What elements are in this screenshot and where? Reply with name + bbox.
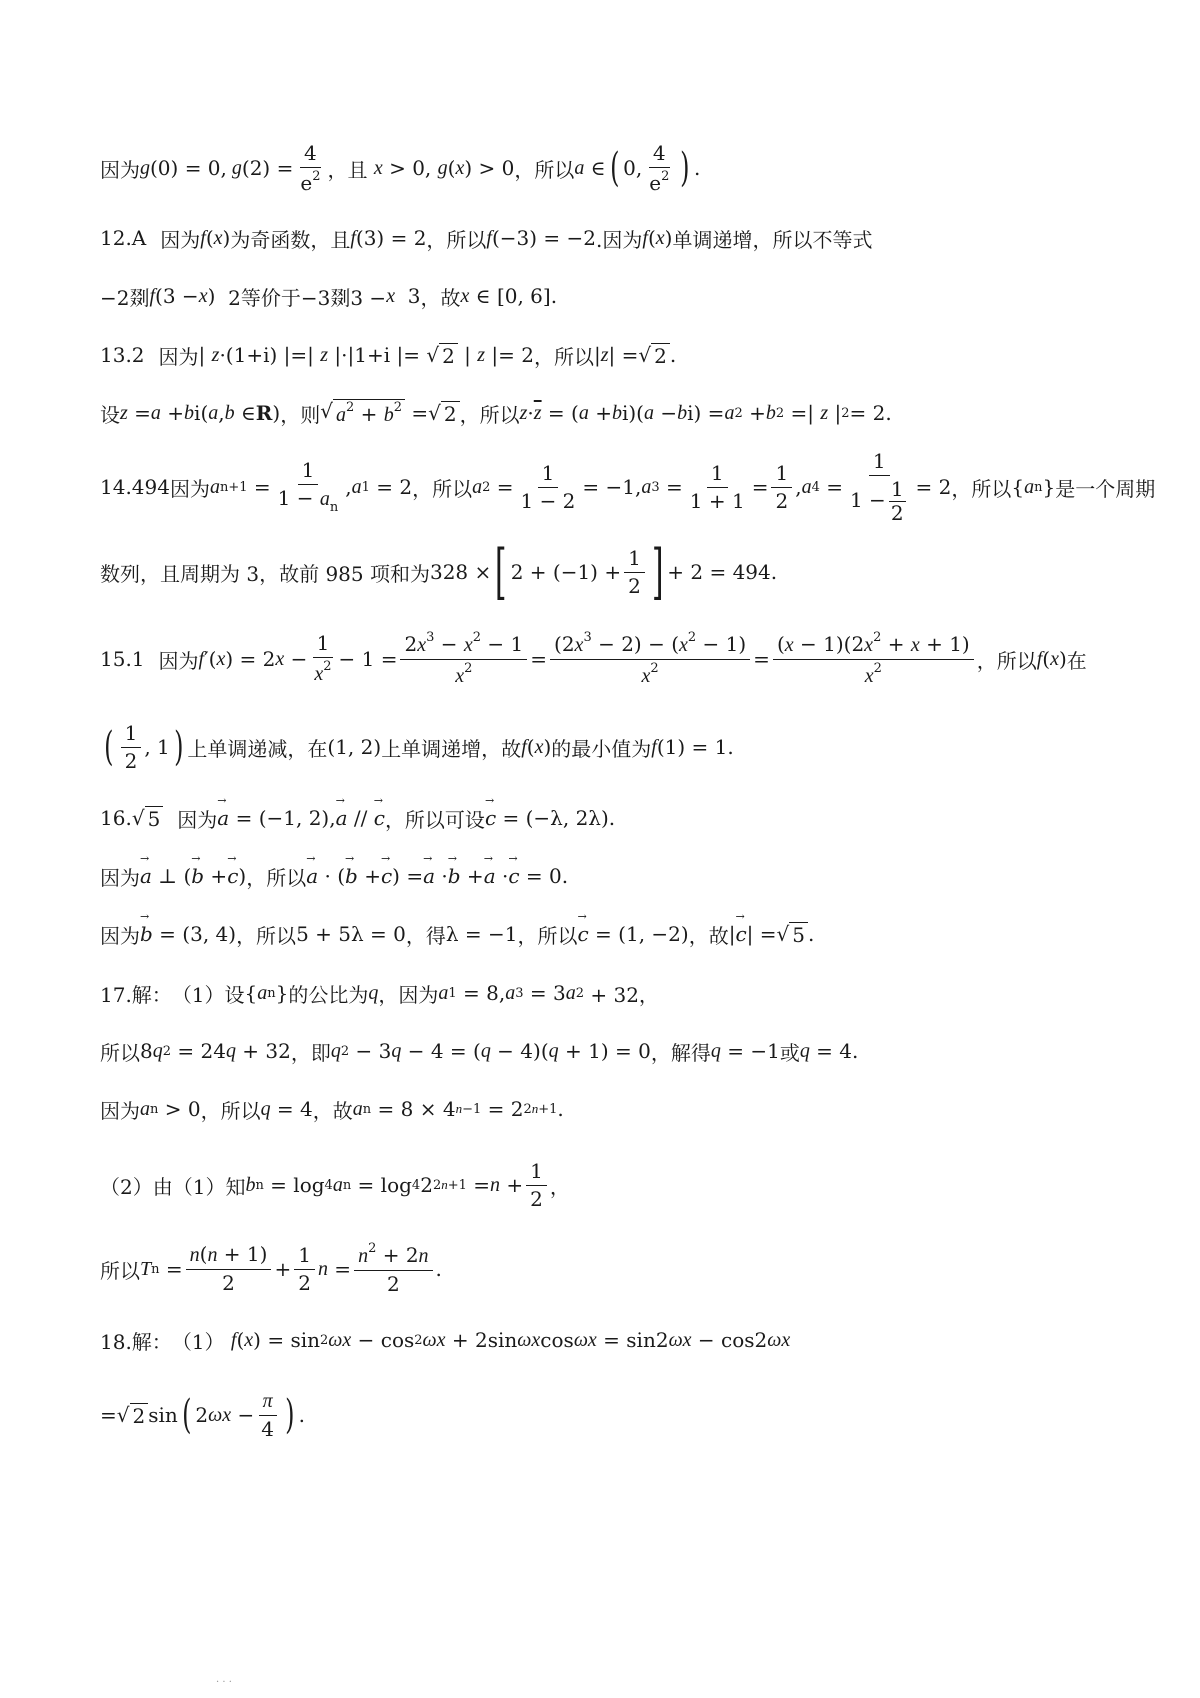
text: 因为 <box>100 865 140 890</box>
solution-16: 16. √ 5 因为 → a = (−1, 2), → a // → c ，所以可设 → c = (−λ, 2λ). <box>100 800 1140 836</box>
text: ，故 <box>312 1098 353 1123</box>
text: ，所以 <box>514 157 575 182</box>
text: 因为 <box>177 807 218 832</box>
text: ，且 <box>327 157 368 182</box>
solution-17-cont-2: 因为 a n > 0 ，所以 q = 4 ，故 a n = 8 × 4 n−1 = 2 2n+1 . <box>100 1092 1140 1126</box>
text: （1）设 <box>171 982 245 1007</box>
solution-17-part2: （2）由（1）知 b n = log 4 a n = log 4 2 2n+1 = n + $\frac{1}{2}$ ， <box>100 1158 570 1211</box>
text: 因为 <box>158 648 199 673</box>
question-number: 16. <box>100 806 132 830</box>
text: （1） <box>171 1329 225 1354</box>
text: ，即 <box>290 1040 331 1065</box>
question-number: 14.494 <box>100 475 170 499</box>
text: ，所以 <box>951 476 1012 501</box>
text: 的公比为 <box>288 982 369 1007</box>
question-number: 15.1 <box>100 647 145 671</box>
text: 设 <box>100 402 120 427</box>
text: ，得 <box>405 923 446 948</box>
solution-15-cont: ( $\frac{1}{2}$ , 1 ) 上单调递减，在 (1, 2) 上单调递增，故 f ( x ) 的最小值为 f (1) = 1. <box>104 720 734 773</box>
text: ，所以 <box>236 923 297 948</box>
text: ，所以 <box>517 923 578 948</box>
text: ，所以 <box>533 344 594 369</box>
solution-13-cont: 设 z = a + b i( a , b ∈ R ) ，则 √ $a^2 + b^2$ = √ 2 ，所以 z · $\overline{z}$ = ( a + b i)( a − b i) = a 2 + b 2 =| z | 2 = 2. <box>100 399 892 427</box>
text: ，所以 <box>459 402 520 427</box>
text: 上单调递减，在 <box>187 736 328 761</box>
text: ，所以 <box>426 227 487 252</box>
text: 或 <box>779 1040 800 1065</box>
question-number: 12.A <box>100 226 147 250</box>
text: ，故 <box>420 285 461 310</box>
solution-13: 13.2 因为 | z ·(1+i) |=| z |·|1+i |= √ 2 | z |= 2 ，所以 | z | = √ 2 . <box>100 342 677 369</box>
text: 单调递增，所以不等式 <box>672 227 873 252</box>
text: （2）由（1）知 <box>100 1174 246 1199</box>
text: 为奇函数，且 <box>230 227 351 252</box>
text: 数列，且周期为 3，故前 985 项和为 <box>100 561 430 586</box>
solution-16-cont-1: 因为 → a ⊥ ( → b + → c ) ，所以 → a · ( → b + → c ) = → a · → b + → a · → c = 0. <box>100 858 1140 894</box>
solution-16-cont-2: 因为 → b = (3, 4) ，所以 5 + 5λ = 0 ，得 λ = −1 ，所以 → c = (1, −2) ，故 | → c | = √ 5 . <box>100 916 1140 952</box>
text: ，所以 <box>200 1098 261 1123</box>
text: 因为 <box>100 157 140 182</box>
text: ，解得 <box>650 1040 711 1065</box>
text: 因为 <box>158 344 199 369</box>
footer-mark: · · · <box>216 1677 232 1688</box>
text: ，所以可设 <box>384 807 485 832</box>
solution-14: 14.494 因为 a n+1 = $\frac{1}{1 - a_n}$ , a 1 = 2 ，所以 a 2 = $\frac{1}{1 - 2}$ = −1, a 3 = $\frac{1}{1 + 1}$ = $\frac{1}{2}$ , a 4 = 1 1 − $\frac{1}{2}$ = 2 ，所以 { a n } 是一个周期 <box>100 448 1156 525</box>
text: 在 <box>1066 648 1087 673</box>
solution-18: 18.解： （1） f ( x ) = sin 2 ωx − cos 2 ωx + 2sin ωx cos ωx = sin2 ωx − cos2 ωx <box>100 1322 1140 1358</box>
text: 因为 <box>160 227 201 252</box>
solution-18-cont: = √ 2 sin ( 2 ωx − $\frac{\pi}{4}$ ) . <box>100 1390 305 1441</box>
text: 上单调递增，故 <box>381 736 522 761</box>
question-number: 17.解： <box>100 982 172 1007</box>
solution-15: 15.1 因为 f ′( x ) = 2 x − $\frac{1}{x^2}$ − 1 = $\frac{2x^3 - x^2 - 1}{x^2}$ = $\frac{(2x^3 - 2) - (x^2 - 1)}{x^2}$ = $\frac{(x - 1)(2x^2 + x + 1)}{x^2}$ ，所以 f ( x ) 在 <box>100 629 1087 687</box>
text: 的最小值为 <box>551 736 652 761</box>
text: 因为 <box>100 1098 140 1123</box>
question-number: 13.2 <box>100 343 145 367</box>
text: ，则 <box>280 402 321 427</box>
solution-17-part2-cont: 所以 T n = $\frac{n(n + 1)}{2}$ + $\frac{1}{2}$ n = $\frac{n^2 + 2n}{2}$ . <box>100 1241 442 1296</box>
text: 因为 <box>169 476 210 501</box>
question-number: 18.解： <box>100 1329 172 1354</box>
text: 2等价于 <box>228 285 301 310</box>
solution-17-cont-1: 所以 8 q 2 = 24 q + 32 ，即 q 2 − 3 q − 4 = ( q − 4)( q + 1) = 0 ，解得 q = −1 或 q = 4. <box>100 1034 1140 1068</box>
solution-12: 12.A 因为 f ( x ) 为奇函数，且 f (3) = 2 ，所以 f (−3) = −2 .因为 f ( x ) 单调递增，所以不等式 <box>100 222 1140 254</box>
solution-12-cont: −2剟 f (3 − x ) 2等价于 −3剟3 − x 3 ，故 x ∈ [0, 6]. <box>100 280 1140 312</box>
text: 是一个周期 <box>1055 476 1156 501</box>
text: ，故 <box>688 923 729 948</box>
text: ，所以 <box>976 648 1037 673</box>
text: 所以 <box>100 1258 140 1283</box>
solution-14-cont: 数列，且周期为 3，故前 985 项和为 328 × [ 2 + (−1) + $\frac{1}{2}$ ] + 2 = 494. <box>100 537 778 607</box>
text: ，所以 <box>246 865 307 890</box>
text: .因为 <box>596 227 643 252</box>
solution-11-conclusion: 因为 g (0) = 0, g (2) = $\frac{4}{e^2}$ ，且 x > 0, g ( x ) > 0 ，所以 a ∈ ( 0, $\frac{4}{e^2}$ ) . <box>100 140 701 195</box>
solution-17: 17.解： （1）设 { a n } 的公比为 q ，因为 a 1 = 8, a 3 = 3 a 2 + 32， <box>100 976 1140 1010</box>
text: 所以 <box>100 1040 140 1065</box>
text: 因为 <box>100 923 140 948</box>
text: ，因为 <box>378 982 439 1007</box>
text: ，所以 <box>412 476 473 501</box>
